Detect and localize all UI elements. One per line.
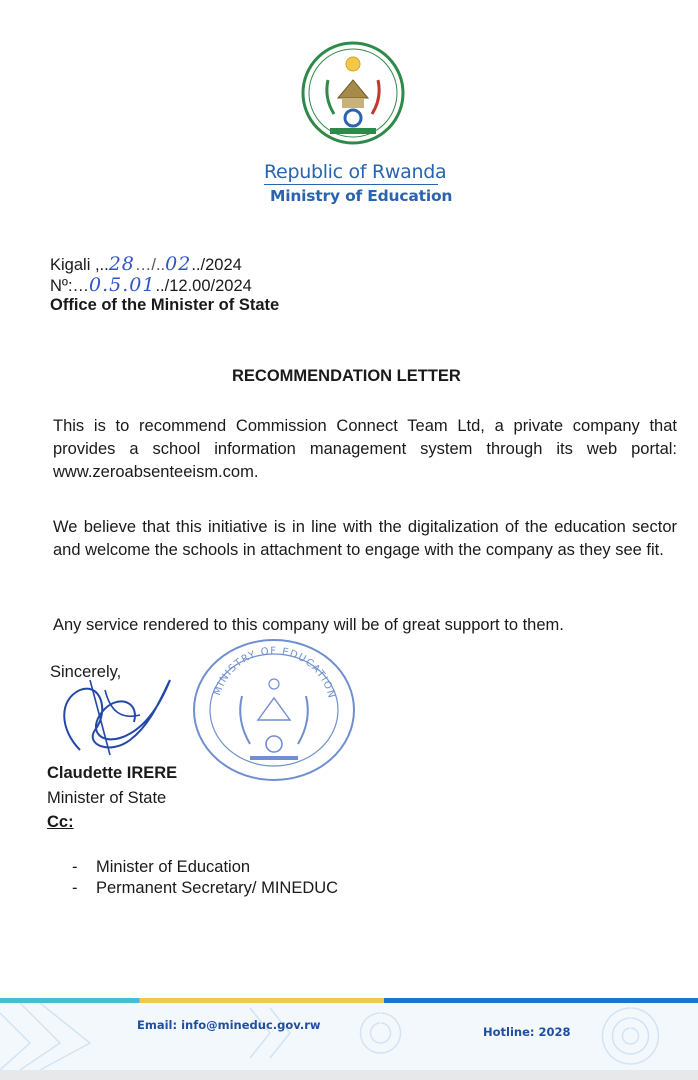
date-day: 28: [108, 253, 135, 275]
cc-item-text: Permanent Secretary/ MINEDUC: [96, 879, 339, 897]
rwanda-emblem: [300, 40, 406, 146]
ref-handwritten: 0.5.01: [89, 274, 156, 296]
signature: [50, 660, 180, 760]
ministry-stamp: [190, 636, 358, 784]
place-label: Kigali ,..: [50, 256, 109, 274]
date-month: 02: [165, 253, 192, 275]
closing: Sincerely,: [50, 663, 122, 681]
cc-item: - Permanent Secretary/ MINEDUC: [72, 879, 339, 897]
signatory-title: Minister of State: [47, 789, 167, 807]
svg-text:MINISTRY OF EDUCATION: [212, 646, 337, 700]
reference-number-line: [50, 274, 252, 296]
date-separator: …/..: [134, 256, 166, 274]
paragraph-2: We believe that this initiative is in line with the digitalization of the education sector and welcome the schools in attachment to engage with the company as they see fit.: [53, 518, 677, 559]
footer-email: [137, 1018, 321, 1032]
ref-suffix: ../12.00/2024: [155, 277, 252, 295]
paragraph-1: This is to recommend Commission Connect Team Ltd, a private company that provides a school information management system through its web portal: www.zeroabsenteeism.com.: [53, 417, 677, 481]
date-line: [50, 253, 242, 275]
cc-item: - Minister of Education: [72, 858, 251, 876]
republic-title: Republic of Rwanda: [264, 161, 447, 183]
ministry-title: Ministry of Education: [270, 187, 453, 205]
signatory-name: Claudette IRERE: [47, 764, 178, 782]
footer-pattern: [0, 1003, 698, 1070]
office-line: Office of the Minister of State: [50, 296, 280, 314]
stamp-ring-text: MINISTRY OF EDUCATION: [211, 645, 337, 701]
footer-hotline: Hotline: 2028: [483, 1025, 571, 1039]
date-year: ../2024: [191, 256, 242, 274]
paragraph-3: Any service rendered to this company will be of great support to them.: [53, 616, 564, 634]
cc-item-text: Minister of Education: [96, 858, 251, 876]
header-divider: [264, 184, 438, 185]
bottom-strip: [0, 1070, 698, 1080]
email-label: Email:: [137, 1018, 182, 1032]
cc-label: Cc:: [47, 813, 74, 831]
ref-label: Nº:…: [50, 277, 90, 295]
letter-title: RECOMMENDATION LETTER: [232, 367, 461, 385]
email-link[interactable]: info@mineduc.gov.rw: [181, 1018, 321, 1032]
